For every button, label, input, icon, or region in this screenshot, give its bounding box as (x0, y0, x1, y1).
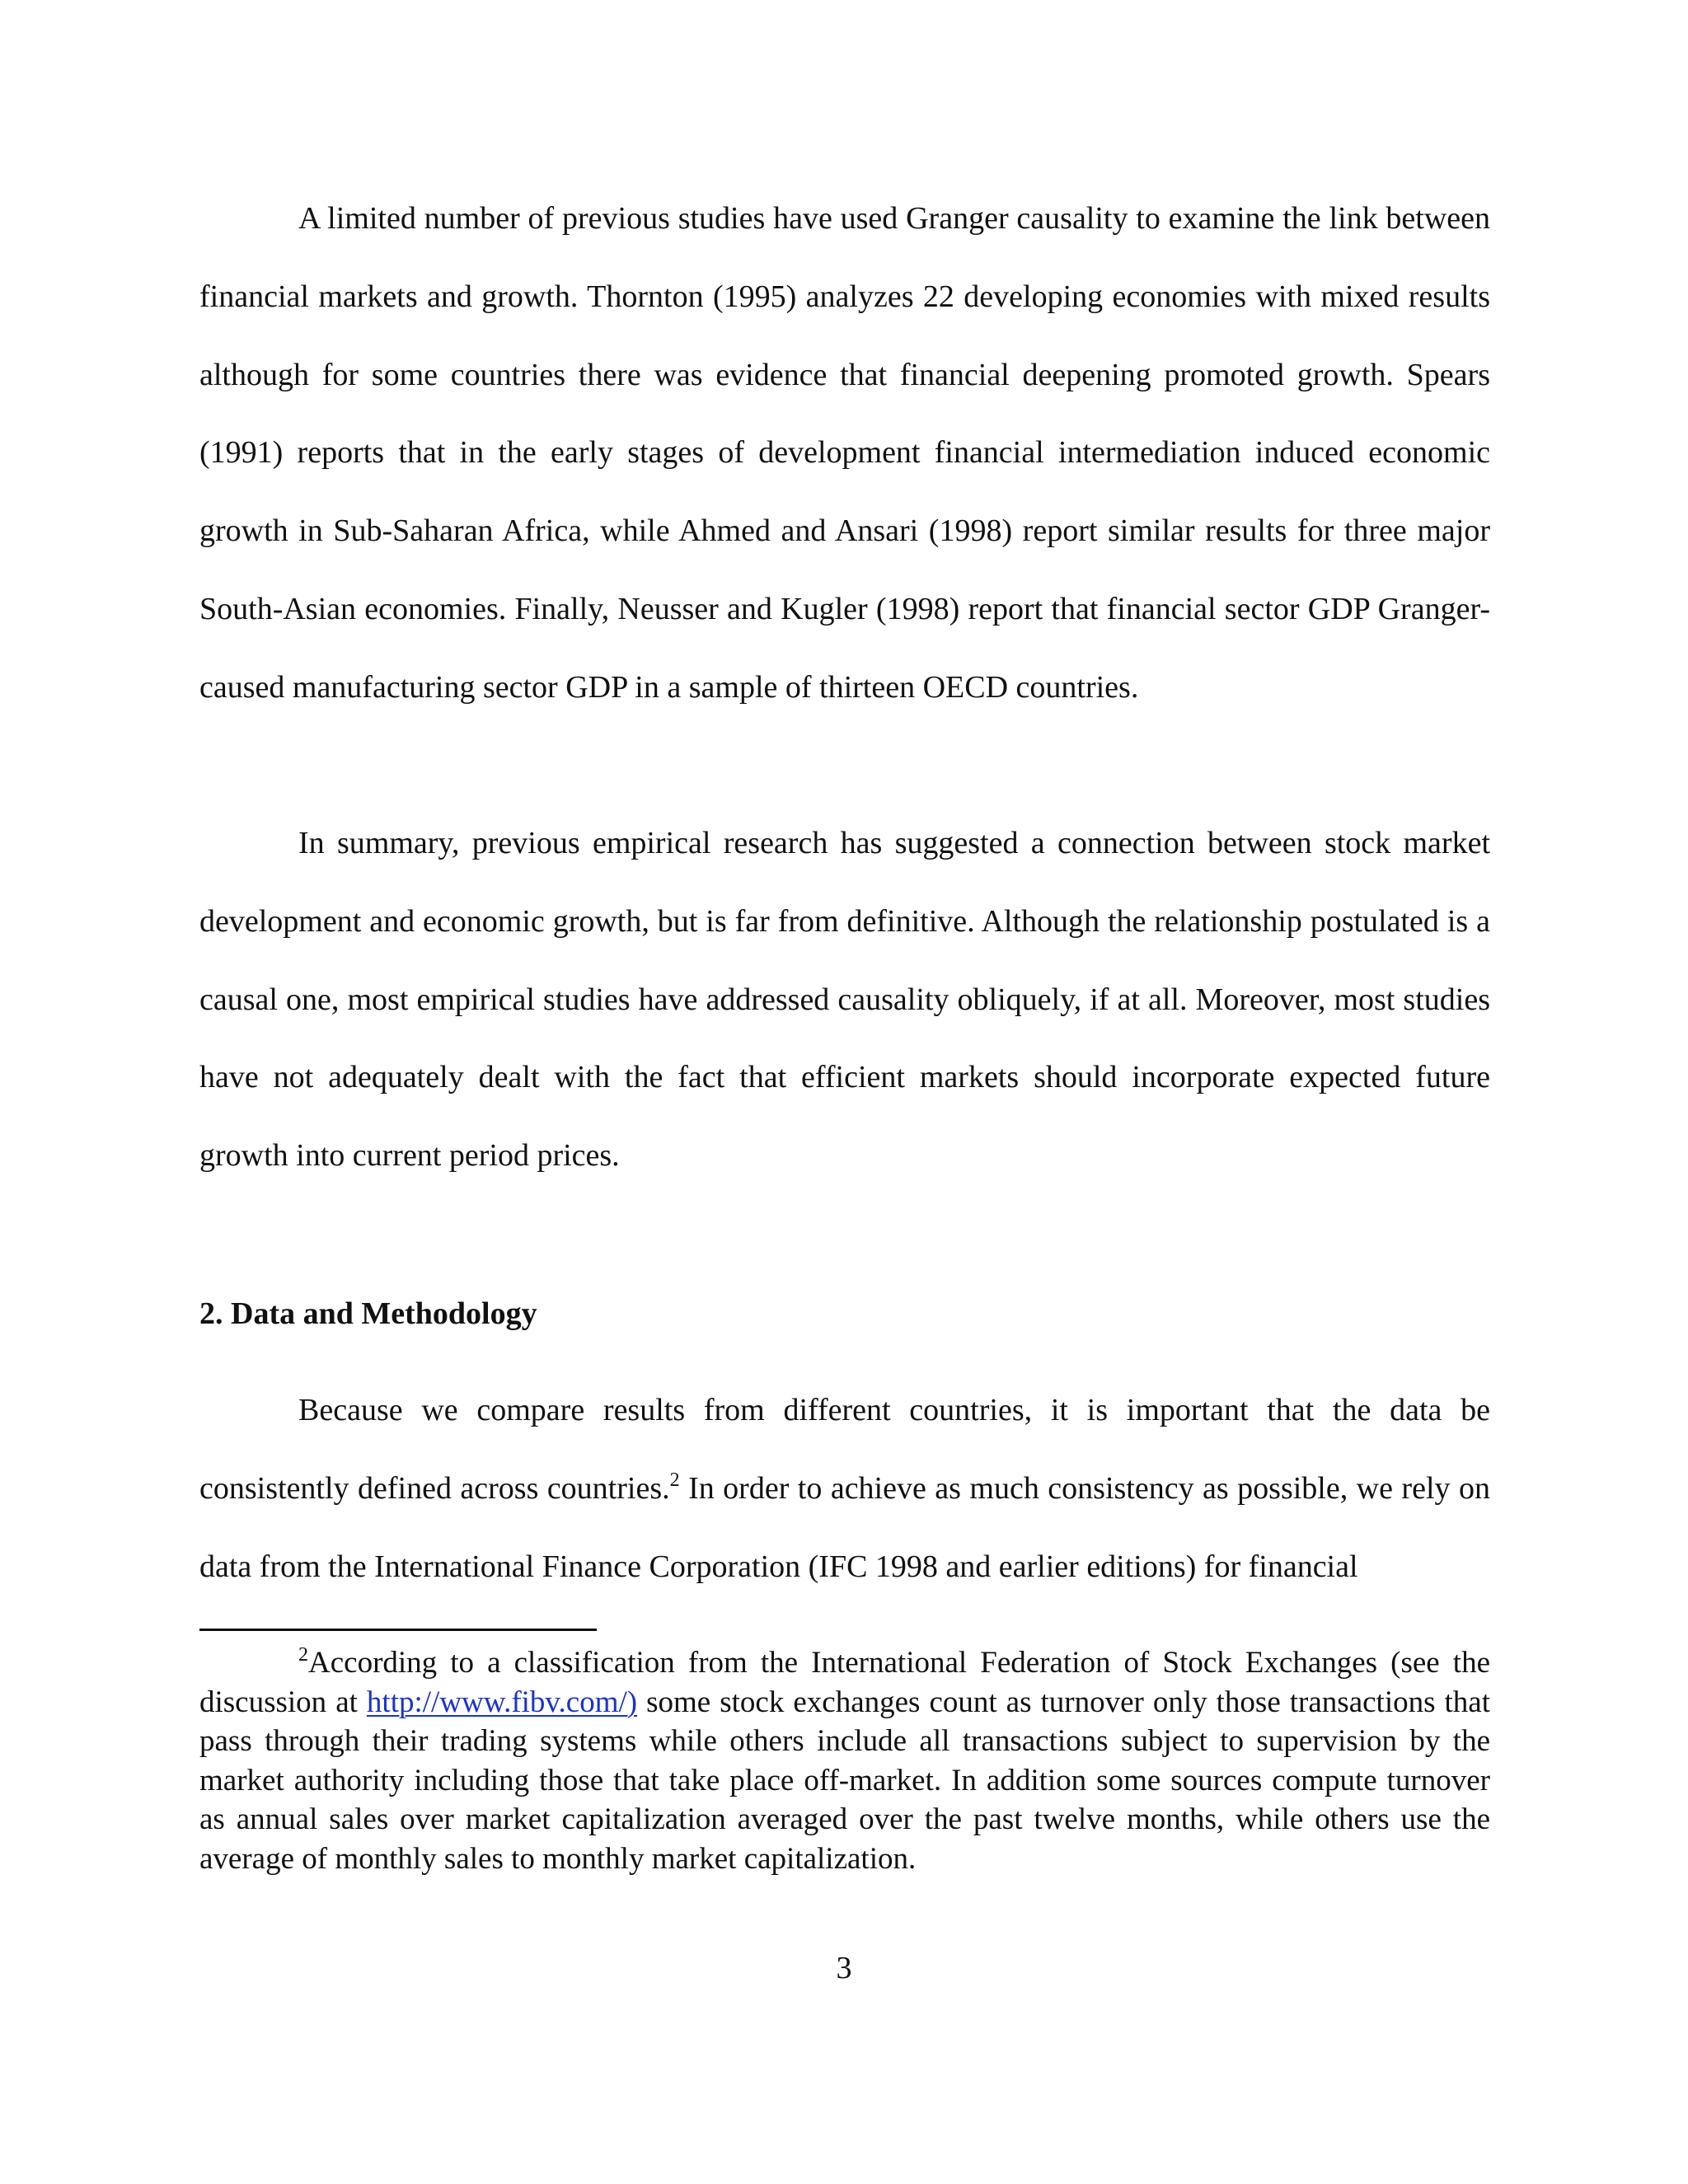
footnote (199, 1643, 1490, 1879)
paragraph-text-after-note: In order to achieve as much consistency as possible, we rely on data from the International Finance Corporation (IFC 1998 and earlier editions) for financial (199, 1470, 1490, 1584)
paragraph-summary: In summary, previous empirical research has suggested a connection between stock market development and economic growth, but is far from definitive. Although the relationship postulated is a causal one, most empirical studies have addressed causality obliquely, if at all. Moreover, most studies have not adequately dealt with the fact that efficient markets should incorporate expected future growth into current period prices. (199, 826, 1490, 1174)
paragraph-data-consistency (199, 1371, 1490, 1605)
footnote-reference-marker[interactable]: 2 (669, 1469, 680, 1491)
footnote-text-before-link: According to a classification from the International Federation of Stock Exchanges (see the discussion at (199, 1646, 1490, 1719)
section-heading: 2. Data and Methodology (199, 1296, 537, 1331)
page-number: 3 (836, 1951, 852, 1985)
paragraph-granger-studies: A limited number of previous studies have used Granger causality to examine the link between financial markets and growth. Thornton (1995) analyzes 22 developing economies with mixed results although for some countries there was evidence that financial deepening promoted growth. Spears (1991) reports that in the early stages of development financial intermediation induced economic growth in Sub-Saharan Africa, while Ahmed and Ansari (1998) report similar results for three major South-Asian economies. Finally, Neusser and Kugler (1998) report that financial sector GDP Granger-caused manufacturing sector GDP in a sample of thirteen OECD countries. (199, 201, 1490, 705)
fibv-link[interactable]: http://www.fibv.com/) (366, 1685, 638, 1719)
footnote-separator-rule (199, 1629, 597, 1631)
footnote-marker: 2 (298, 1644, 308, 1666)
paragraph-text-before-note: Because we compare results from different countries, it is important that the data be consistently defined across countries. (199, 1393, 1490, 1506)
footnote-text-after-link: some stock exchanges count as turnover only those transactions that pass through their trading systems while others include all transactions subject to supervision by the market authority including those that take place off-market. In addition some sources compute turnover as annual sales over market capitalization averaged over the past twelve months, while others use the average of monthly sales to monthly market capitalization. (199, 1685, 1490, 1876)
